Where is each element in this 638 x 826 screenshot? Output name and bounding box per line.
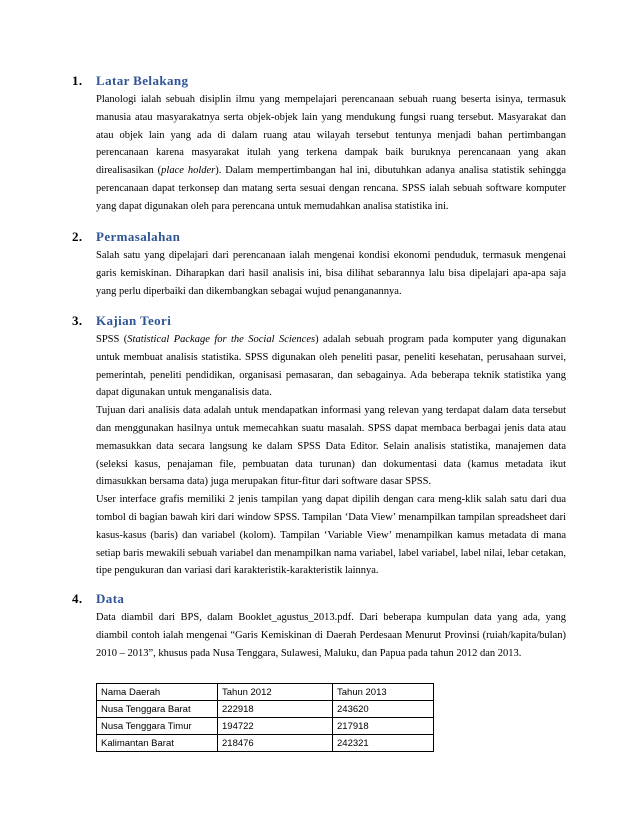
section-heading	[72, 591, 572, 609]
table-row	[97, 735, 434, 752]
section-kajian-teori	[72, 313, 572, 580]
paragraph: User interface grafis memiliki 2 jenis tampilan yang dapat dipilih dengan cara meng-klik salah satu dari dua tombol di bagian bawah kiri dari window SPSS. Tampilan ‘Data View’ menampilkan tampilan spreadsheet dari kasus-kasus (baris) dan variabel (kolom). Tampilan ‘Variable View’ menampilkan kamus metadata di mana setiap baris mewakili sebuah variabel dan menampilkan nama variabel, label variabel, label nilai, lebar cetakan, tipe pengukuran dan variasi dari karakteristik-karakteristik lainnya.	[96, 494, 566, 577]
table-header-cell: Nama Daerah	[97, 684, 218, 701]
section-heading	[72, 313, 572, 331]
table-cell: Kalimantan Barat	[97, 735, 218, 752]
table-cell: 194722	[218, 718, 333, 735]
section-body	[96, 247, 566, 300]
section-heading	[72, 229, 572, 247]
section-body	[96, 609, 566, 662]
section-heading	[72, 73, 572, 91]
table-header-row	[97, 684, 434, 701]
section-title: Permasalahan	[96, 229, 181, 244]
section-body	[96, 331, 566, 580]
section-number: 3.	[72, 313, 83, 328]
section-permasalahan	[72, 229, 572, 300]
section-number: 2.	[72, 229, 83, 244]
table-row	[97, 701, 434, 718]
table-cell: 243620	[333, 701, 434, 718]
section-data	[72, 591, 572, 662]
section-title: Data	[96, 591, 125, 606]
paragraph: Data diambil dari BPS, dalam Booklet_agustus_2013.pdf. Dari beberapa kumpulan data yang ada, yang diambil contoh ialah mengenai “Garis Kemiskinan di Daerah Perdesaan Menurut Provinsi (ruiah/kapita/bulan) 2010 – 2013”, khusus pada Nusa Tenggara, Sulawesi, Maluku, dan Papua pada tahun 2012 dan 2013.	[96, 612, 566, 659]
table-header-cell: Tahun 2012	[218, 684, 333, 701]
section-title: Kajian Teori	[96, 313, 172, 328]
table-cell: 242321	[333, 735, 434, 752]
section-title: Latar Belakang	[96, 73, 189, 88]
table-cell: Nusa Tenggara Timur	[97, 718, 218, 735]
table-cell: Nusa Tenggara Barat	[97, 701, 218, 718]
data-table	[96, 683, 434, 752]
table-cell: 218476	[218, 735, 333, 752]
table-cell: 217918	[333, 718, 434, 735]
paragraph: Tujuan dari analisis data adalah untuk mendapatkan informasi yang relevan yang terdapat dalam data tersebut dan menggunakan hasilnya untuk memecahkan suatu masalah. SPSS dapat membaca berbagai jenis data atau memasukkan data secara langsung ke dalam SPSS Data Editor. Selain analisis statistika, manajemen data (seleksi kasus, penajaman file, pembuatan data turunan) dan dokumentasi data (kamus metadata ikut dimasukkan bersama data) juga merupakan fitur-fitur dari software dasar SPSS.	[96, 405, 566, 488]
section-body	[96, 91, 566, 216]
table-header-cell: Tahun 2013	[333, 684, 434, 701]
section-latar-belakang	[72, 73, 572, 216]
paragraph: Salah satu yang dipelajari dari perencanaan ialah mengenai kondisi ekonomi penduduk, termasuk mengenai garis kemiskinan. Diharapkan dari hasil analisis ini, bisa dilihat sebarannya lalu bisa dipelajari apa-apa saja yang perlu diperbaiki dan dikembangkan sebagai wujud penanganannya.	[96, 250, 566, 297]
section-number: 4.	[72, 591, 83, 606]
section-number: 1.	[72, 73, 83, 88]
paragraph: SPSS (Statistical Package for the Social Sciences) adalah sebuah program pada komputer yang digunakan untuk membuat analisis statistika. SPSS digunakan oleh peneliti pasar, peneliti kesehatan, perusahaan survei, pemerintah, peneliti pendidikan, organisasi pemasaran, dan sebagainya. Ada beberapa teknik statistika yang dapat digunakan untuk menganalisis data.	[96, 334, 566, 399]
paragraph: Planologi ialah sebuah disiplin ilmu yang mempelajari perencanaan sebuah ruang beserta isinya, termasuk manusia atau masyarakatnya serta objek-objek lain yang mendukung fungsi ruang tersebut. Masyarakat dan atau objek lain yang ada di dalam ruang atau wilayah tersebut tentunya menjadi bahan pertimbangan perencanaan karena masyarakat itulah yang terkena dampak baik buruknya perencanaan yang akan direalisasikan (place holder). Dalam mempertimbangan hal ini, dibutuhkan adanya analisa statistik sehingga perencanaan dapat terkonsep dan matang serta sesuai dengan rencana. SPSS ialah sebuah software komputer yang dapat digunakan oleh para perencana untuk memudahkan analisa statistika ini.	[96, 94, 566, 212]
table-cell: 222918	[218, 701, 333, 718]
table-row	[97, 718, 434, 735]
